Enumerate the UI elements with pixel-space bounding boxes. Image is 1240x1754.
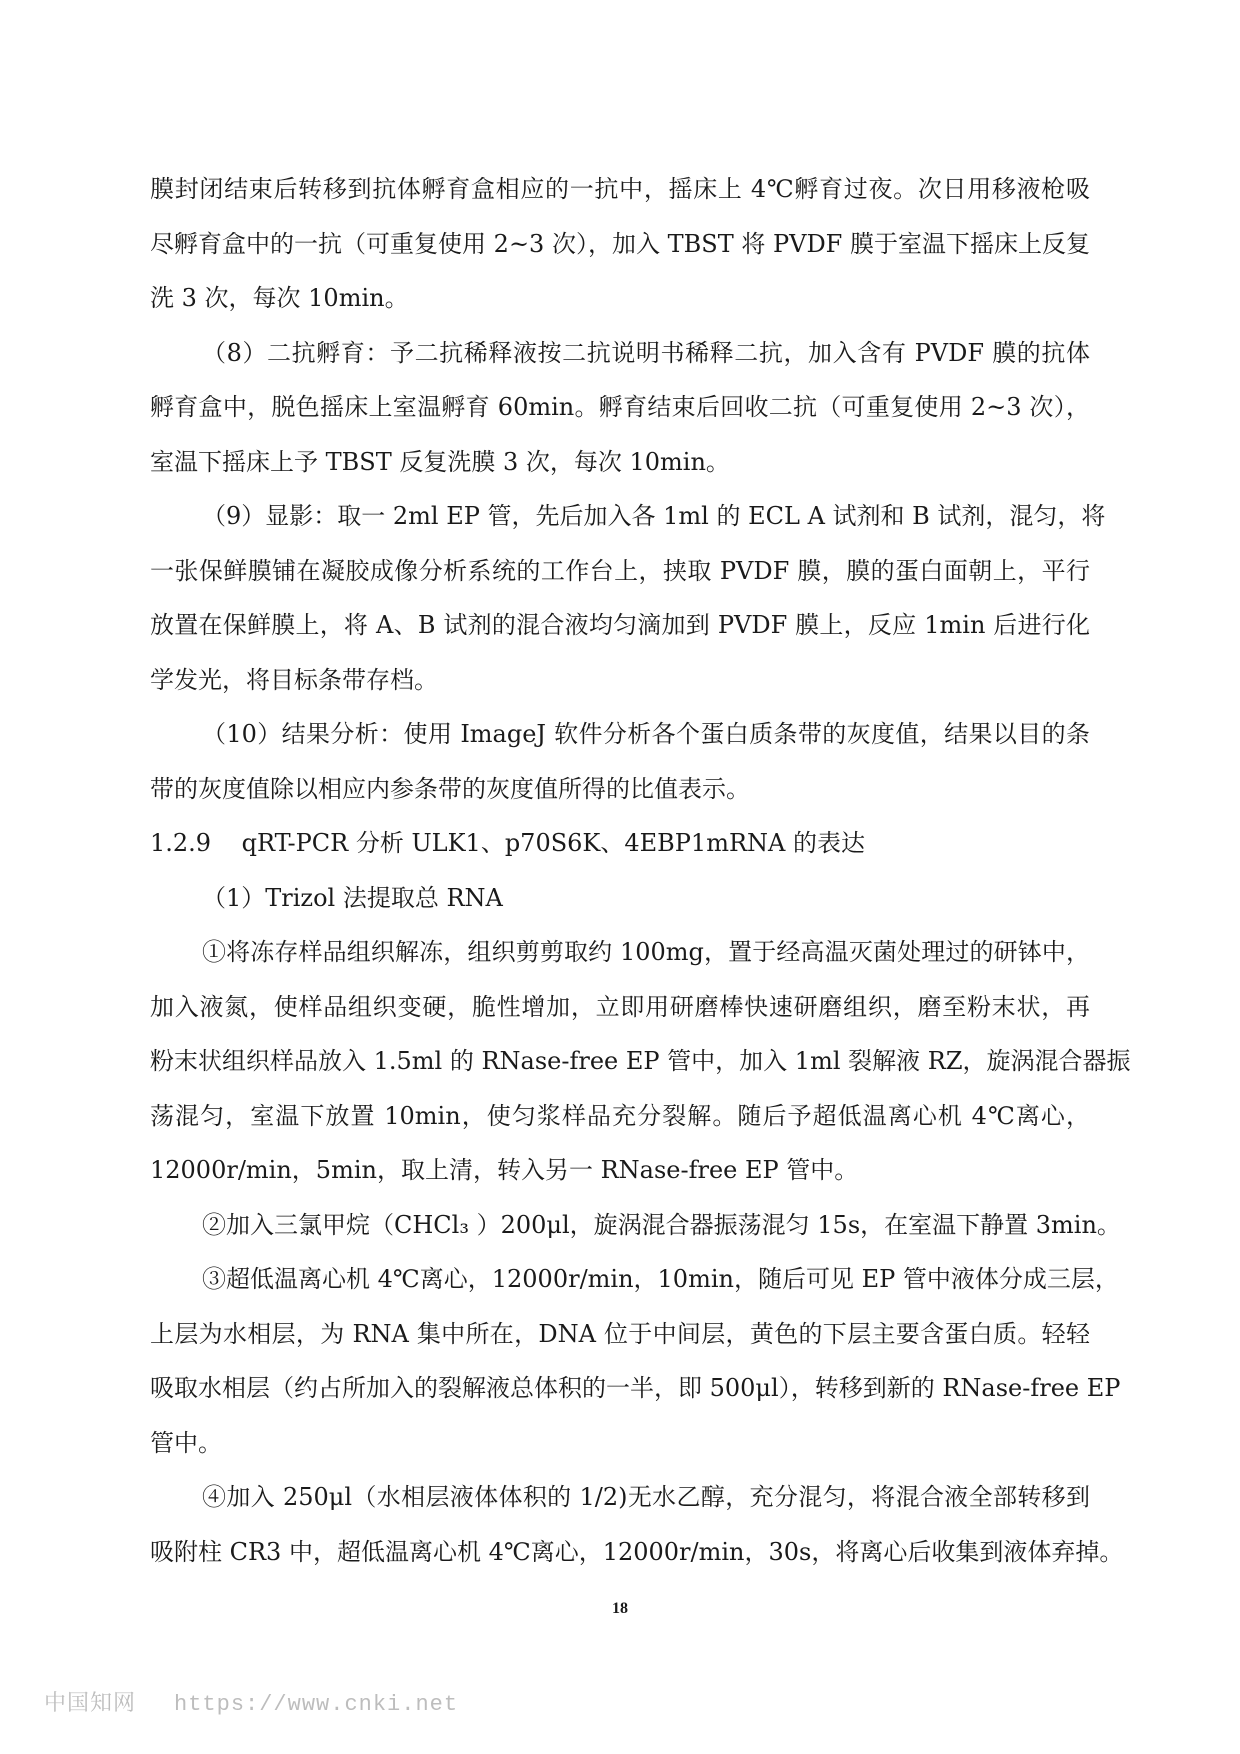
text-line: 带的灰度值除以相应内参条带的灰度值所得的比值表示。 bbox=[150, 774, 750, 803]
text-line: 放置在保鲜膜上，将 A、B 试剂的混合液均匀滴加到 PVDF 膜上，反应 1min 后进行化 bbox=[150, 611, 1090, 639]
text-line: 荡混匀，室温下放置 10min，使匀浆样品充分裂解。随后予超低温离心机 4℃离心， bbox=[150, 1101, 1090, 1130]
section-heading: 1.2.9 qRT-PCR 分析 ULK1、p70S6K、4EBP1mRNA 的表达 bbox=[150, 829, 865, 857]
text-line: ①将冻存样品组织解冻，组织剪剪取约 100mg，置于经高温灭菌处理过的研钵中， bbox=[202, 938, 1090, 966]
watermark bbox=[44, 1686, 458, 1717]
text-line: 吸附柱 CR3 中，超低温离心机 4℃离心，12000r/min，30s，将离心后收集到液体弃掉。 bbox=[150, 1537, 1124, 1566]
subheading: （1）Trizol 法提取总 RNA bbox=[202, 883, 503, 912]
text-line: （9）显影：取一 2ml EP 管，先后加入各 1ml 的 ECL A 试剂和 B 试剂，混匀，将 bbox=[202, 502, 1106, 530]
watermark-url: https://www.cnki.net bbox=[174, 1692, 459, 1717]
watermark-brand: 中国知网 bbox=[44, 1691, 137, 1716]
text-line: （8）二抗孵育：予二抗稀释液按二抗说明书稀释二抗，加入含有 PVDF 膜的抗体 bbox=[202, 338, 1090, 367]
text-line: 洗 3 次，每次 10min。 bbox=[150, 284, 409, 312]
text-line: 室温下摇床上予 TBST 反复洗膜 3 次，每次 10min。 bbox=[150, 447, 730, 476]
text-line: 管中。 bbox=[150, 1428, 222, 1457]
text-line: 孵育盒中，脱色摇床上室温孵育 60min。孵育结束后回收二抗（可重复使用 2~3 次）， bbox=[150, 393, 1090, 421]
document-body bbox=[150, 162, 1131, 1579]
page-number: 18 bbox=[612, 1600, 628, 1617]
text-line: 膜封闭结束后转移到抗体孵育盒相应的一抗中，摇床上 4℃孵育过夜。次日用移液枪吸 bbox=[150, 175, 1090, 203]
text-line: ③超低温离心机 4℃离心，12000r/min，10min，随后可见 EP 管中液体分成三层， bbox=[202, 1265, 1119, 1293]
text-line: 尽孵育盒中的一抗（可重复使用 2~3 次），加入 TBST 将 PVDF 膜于室温下摇床上反复 bbox=[150, 229, 1090, 258]
text-line: 学发光，将目标条带存档。 bbox=[150, 665, 438, 694]
text-line: 加入液氮，使样品组织变硬，脆性增加，立即用研磨棒快速研磨组织，磨至粉末状，再 bbox=[150, 992, 1090, 1021]
text-line: ②加入三氯甲烷（CHCl₃ ）200μl，旋涡混合器振荡混匀 15s，在室温下静置 3min。 bbox=[202, 1210, 1121, 1239]
text-line: 12000r/min，5min，取上清，转入另一 RNase-free EP 管中。 bbox=[150, 1156, 859, 1184]
text-line: 上层为水相层，为 RNA 集中所在，DNA 位于中间层，黄色的下层主要含蛋白质。轻轻 bbox=[150, 1319, 1090, 1348]
text-line: 一张保鲜膜铺在凝胶成像分析系统的工作台上，挟取 PVDF 膜，膜的蛋白面朝上，平行 bbox=[150, 556, 1090, 585]
text-line: 粉末状组织样品放入 1.5ml 的 RNase-free EP 管中，加入 1ml 裂解液 RZ，旋涡混合器振 bbox=[150, 1047, 1131, 1075]
text-line: 吸取水相层（约占所加入的裂解液总体积的一半，即 500μl），转移到新的 RNase-free EP bbox=[150, 1374, 1121, 1402]
text-line: （10）结果分析：使用 ImageJ 软件分析各个蛋白质条带的灰度值，结果以目的条 bbox=[202, 720, 1090, 748]
text-line: ④加入 250μl（水相层液体体积的 1/2)无水乙醇，充分混匀，将混合液全部转移到 bbox=[202, 1483, 1090, 1511]
